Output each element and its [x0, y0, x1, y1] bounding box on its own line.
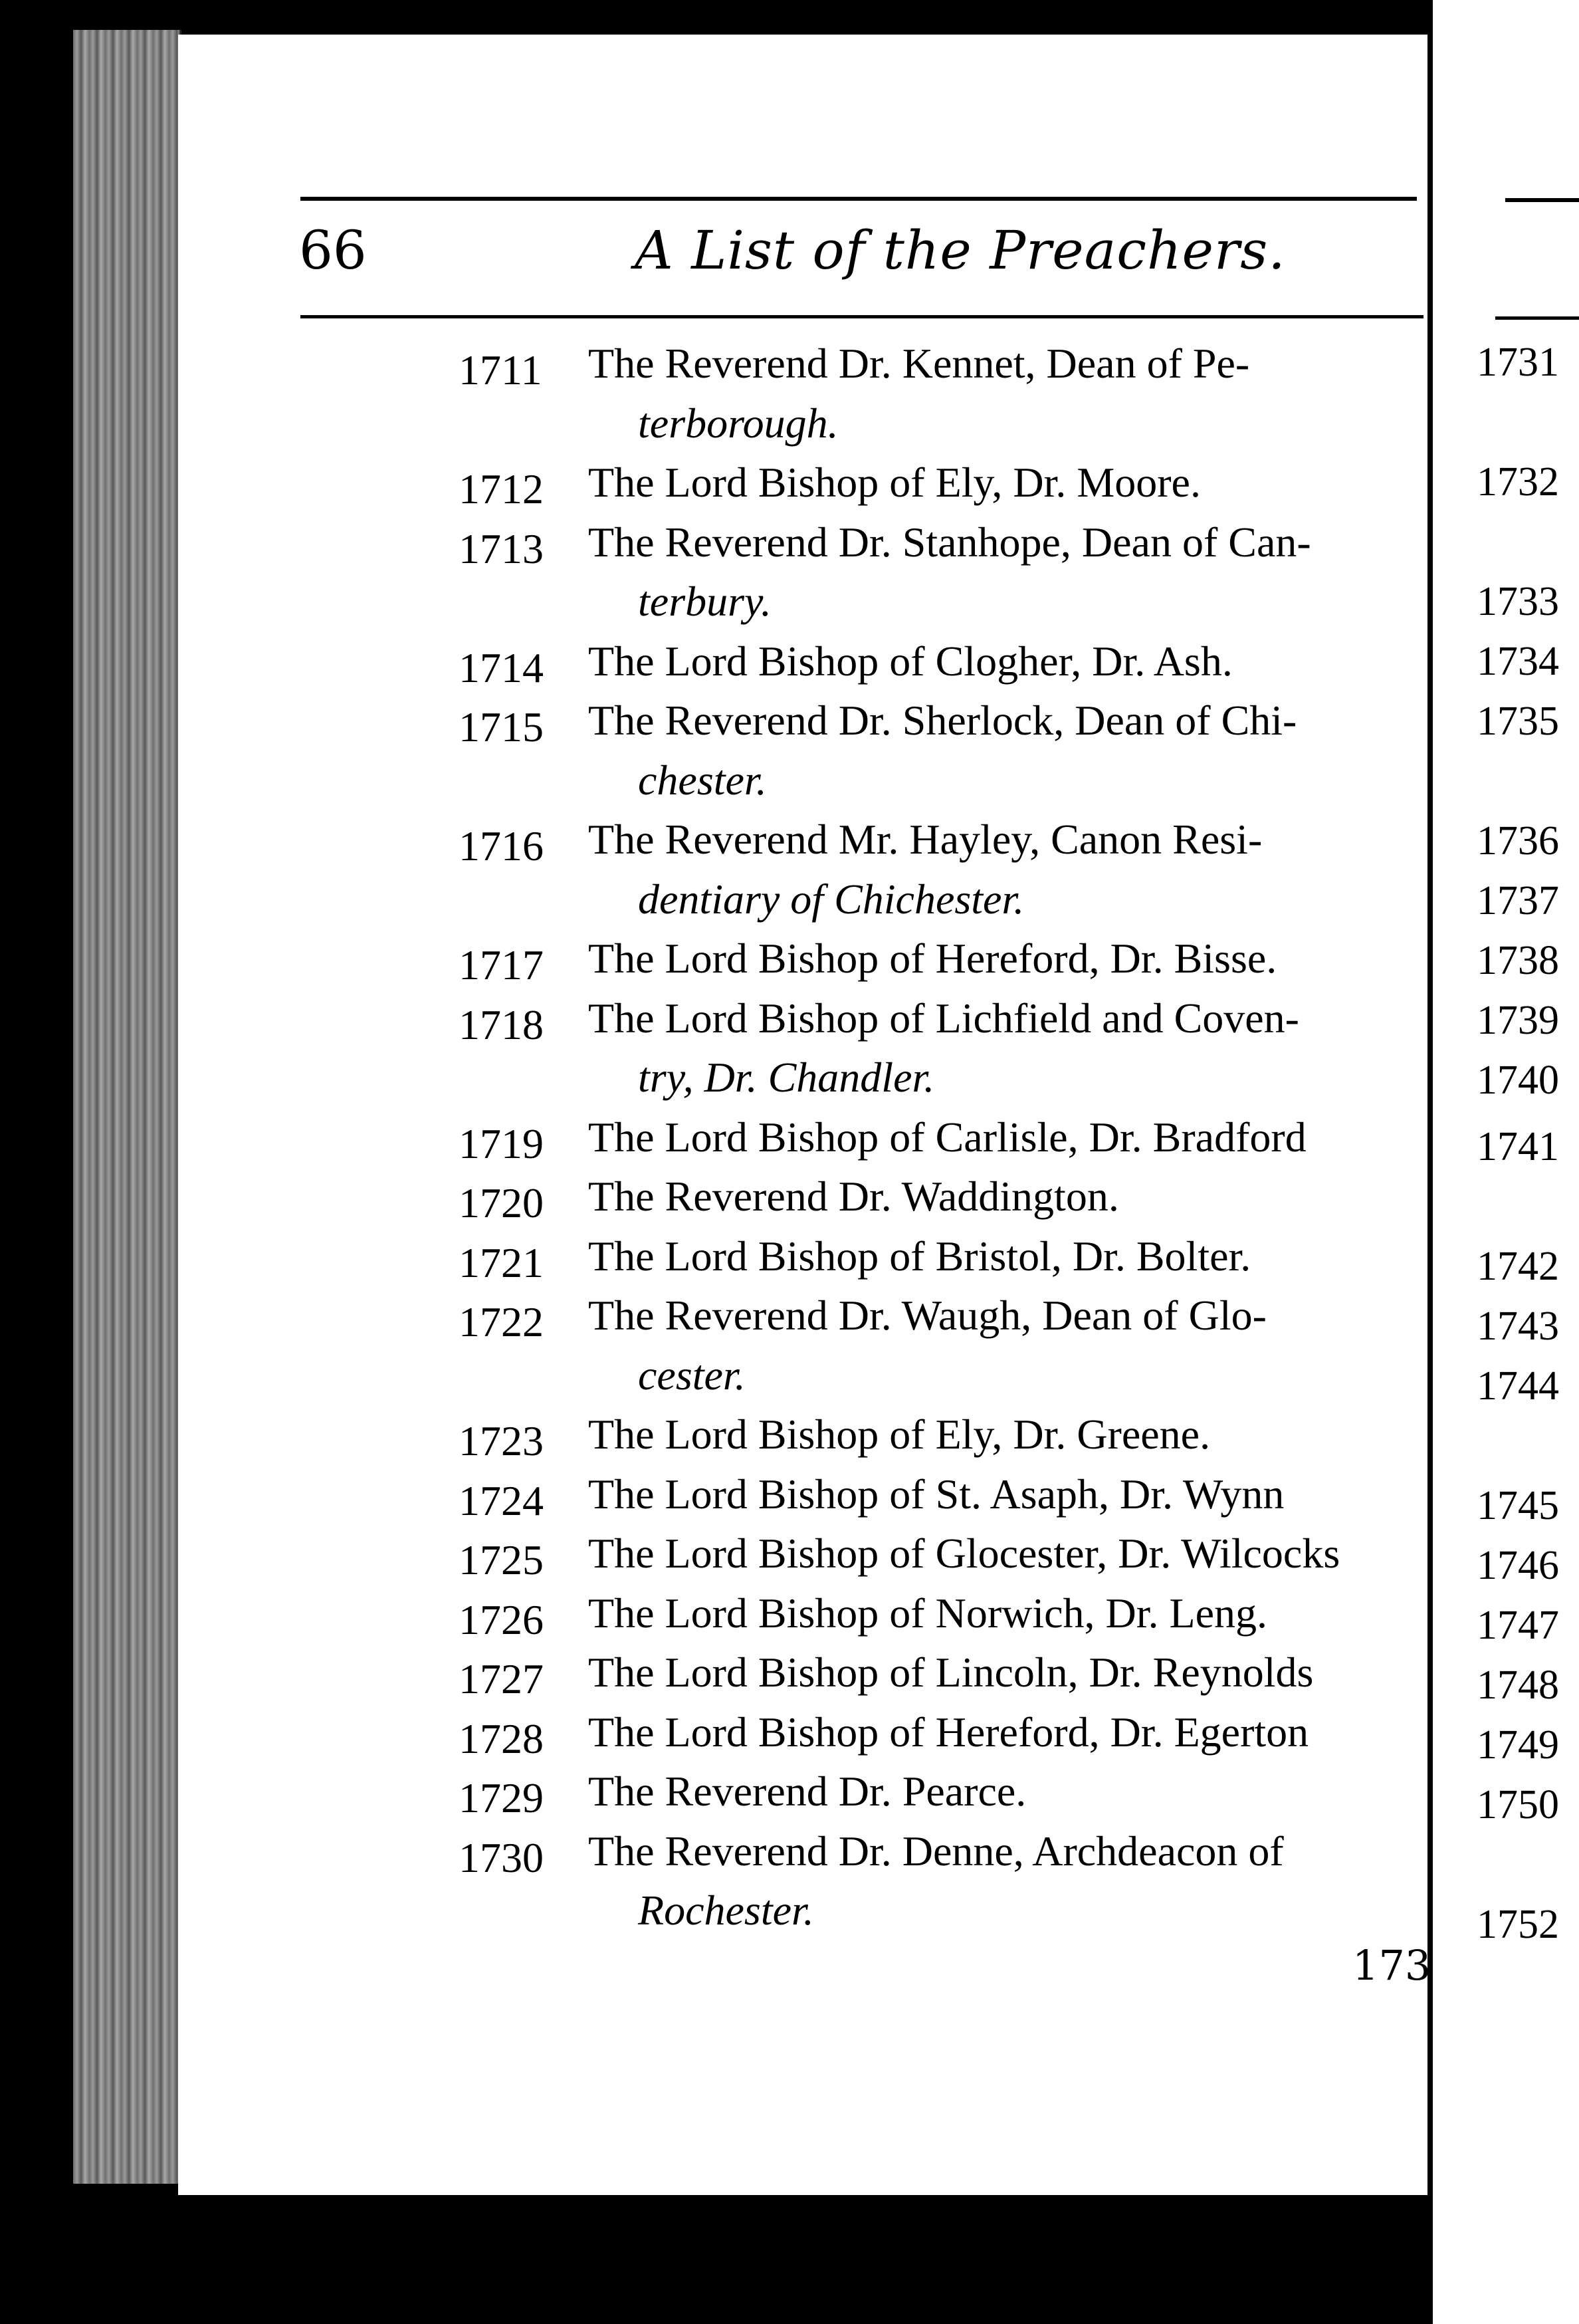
entry-year: 1727	[459, 1655, 544, 1702]
right-page-year: 1752	[1477, 1902, 1559, 1947]
right-page-year: 1744	[1477, 1363, 1559, 1409]
entry-text: The Reverend Dr. Stanhope, Dean of Can-	[588, 518, 1311, 566]
entry-year: 1720	[459, 1179, 544, 1226]
page-number: 66	[299, 219, 367, 281]
entry-year: 1725	[459, 1536, 544, 1583]
entry-text: The Lord Bishop of Carlisle, Dr. Bradford	[588, 1113, 1307, 1161]
right-page-year: 1740	[1477, 1058, 1559, 1103]
entry-year: 1717	[459, 941, 544, 988]
entry-year: 1719	[459, 1119, 544, 1167]
entry-text: The Lord Bishop of Norwich, Dr. Leng.	[588, 1589, 1268, 1637]
entry-text: The Reverend Dr. Pearce.	[588, 1768, 1027, 1815]
right-page-year: 1741	[1477, 1124, 1559, 1169]
entry-year: 1730	[459, 1833, 544, 1881]
entry-year: 1723	[459, 1417, 544, 1464]
right-page-year: 1733	[1477, 579, 1559, 624]
right-page-year: 1734	[1477, 639, 1559, 684]
right-page-year: 1738	[1477, 938, 1559, 983]
right-page-year: 1739	[1477, 998, 1559, 1043]
right-page-year: 1742	[1477, 1244, 1559, 1289]
right-page-year: 1749	[1477, 1722, 1559, 1768]
entry-text: The Lord Bishop of Bristol, Dr. Bolter.	[588, 1232, 1251, 1280]
right-page-year: 1735	[1477, 699, 1559, 744]
entry-year: 1713	[459, 524, 544, 572]
right-page-year: 1747	[1477, 1603, 1559, 1648]
entry-continuation: dentiary of Chichester.	[638, 875, 1025, 923]
entry-year: 1728	[459, 1714, 544, 1762]
entry-text: The Lord Bishop of St. Asaph, Dr. Wynn	[588, 1470, 1285, 1518]
entry-text: The Lord Bishop of Ely, Dr. Greene.	[588, 1411, 1211, 1458]
entry-year: 1716	[459, 822, 544, 870]
right-page-year: 1731	[1477, 340, 1559, 385]
entry-text: The Lord Bishop of Hereford, Dr. Egerton	[588, 1708, 1309, 1756]
entry-text: The Reverend Dr. Waugh, Dean of Glo-	[588, 1292, 1267, 1339]
entry-text: The Lord Bishop of Ely, Dr. Moore.	[588, 459, 1201, 506]
right-page-year: 1737	[1477, 878, 1559, 923]
catchword: 173	[1352, 1941, 1431, 1990]
entry-year: 1711	[459, 346, 542, 394]
entry-text: The Reverend Mr. Hayley, Canon Resi-	[588, 816, 1263, 863]
entry-text: The Lord Bishop of Glocester, Dr. Wilcocks	[588, 1530, 1340, 1577]
right-page-year: 1748	[1477, 1663, 1559, 1708]
right-page-year: 1732	[1477, 459, 1559, 505]
entry-text: The Lord Bishop of Clogher, Dr. Ash.	[588, 637, 1233, 685]
entry-continuation: chester.	[638, 756, 767, 804]
right-page-year: 1743	[1477, 1304, 1559, 1349]
entry-continuation: cester.	[638, 1351, 746, 1399]
entry-text: The Reverend Dr. Sherlock, Dean of Chi-	[588, 697, 1297, 744]
entry-year: 1722	[459, 1298, 544, 1345]
entry-text: The Lord Bishop of Hereford, Dr. Bisse.	[588, 935, 1277, 982]
entry-year: 1724	[459, 1476, 544, 1524]
entry-text: The Lord Bishop of Lichfield and Coven-	[588, 994, 1299, 1042]
entry-year: 1721	[459, 1238, 544, 1286]
right-page-year: 1736	[1477, 818, 1559, 864]
entry-text: The Lord Bishop of Lincoln, Dr. Reynolds	[588, 1649, 1314, 1696]
entry-year: 1729	[459, 1774, 544, 1821]
entry-continuation: try, Dr. Chandler.	[638, 1054, 935, 1101]
running-head: A List of the Preachers.	[635, 219, 1286, 281]
entry-year: 1718	[459, 1000, 544, 1048]
entry-continuation: terbury.	[638, 578, 772, 625]
entry-text: The Reverend Dr. Kennet, Dean of Pe-	[588, 340, 1250, 387]
entry-continuation: Rochester.	[638, 1887, 814, 1934]
entry-continuation: terborough.	[638, 399, 839, 447]
entry-year: 1715	[459, 703, 544, 751]
right-page-year: 1746	[1477, 1543, 1559, 1588]
entry-year: 1714	[459, 643, 544, 691]
right-page-year: 1750	[1477, 1782, 1559, 1827]
entry-text: The Reverend Dr. Waddington.	[588, 1173, 1119, 1220]
entry-text: The Reverend Dr. Denne, Archdeacon of	[588, 1827, 1284, 1875]
entry-year: 1712	[459, 465, 544, 513]
right-page-year: 1745	[1477, 1483, 1559, 1528]
entry-year: 1726	[459, 1595, 544, 1643]
